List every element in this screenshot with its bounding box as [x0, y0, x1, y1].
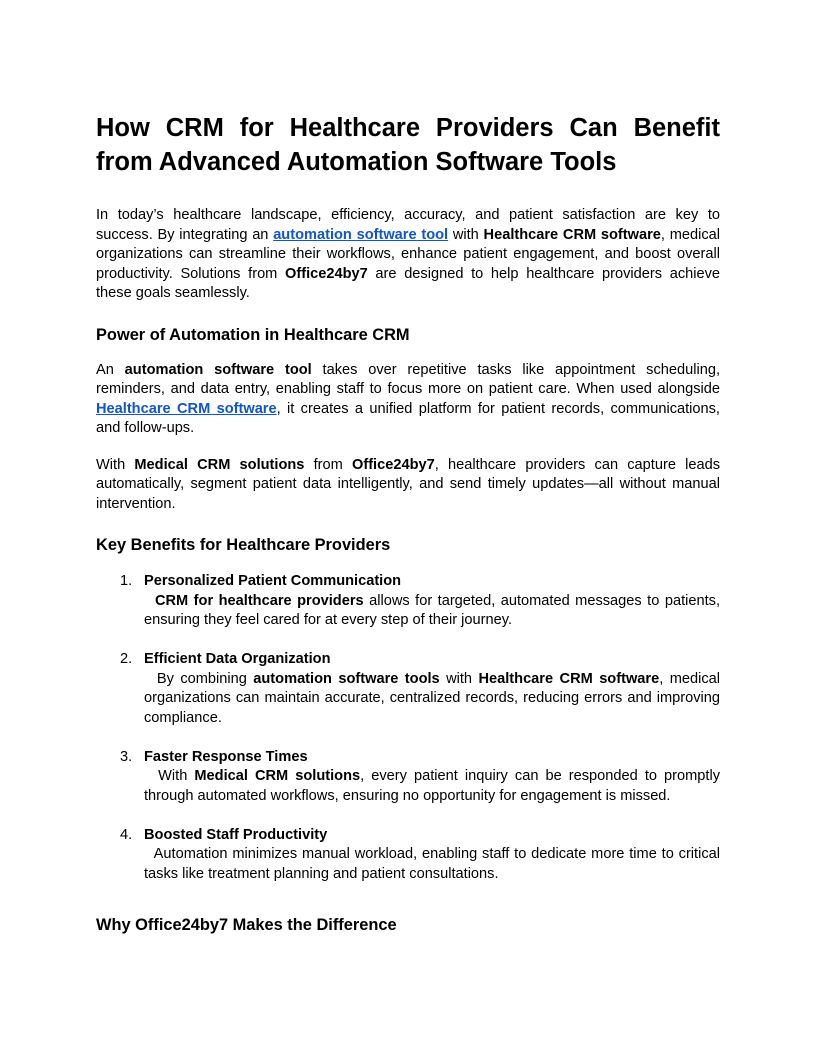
- heading-why-office24by7: Why Office24by7 Makes the Difference: [96, 916, 397, 934]
- list-item-title: Efficient Data Organization: [144, 651, 331, 667]
- page-title: How CRM for Healthcare Providers Can Benefit from Advanced Automation Software Tools: [96, 114, 720, 176]
- intro-paragraph: [96, 206, 720, 304]
- list-item: [96, 826, 725, 885]
- power-p2-text-2: from: [304, 456, 352, 473]
- list-item-body: With Medical CRM solutions, every patient inquiry can be responded to promptly through automated workflows, ensuring no opportunity for engagement is missed.: [144, 768, 721, 804]
- list-item-number: 1.: [120, 573, 133, 589]
- power-p1-bold-1: automation software tool: [124, 361, 312, 378]
- list-item-title: Boosted Staff Productivity: [144, 826, 328, 843]
- list-item: [96, 650, 720, 728]
- benefits-list: [96, 572, 725, 884]
- power-p2-bold-2: Office24by7: [351, 456, 435, 473]
- list-item: [96, 748, 720, 807]
- list-item-title: Personalized Patient Communication: [144, 573, 402, 589]
- power-paragraph-2: [96, 456, 720, 515]
- heading-key-benefits: Key Benefits for Healthcare Providers: [96, 536, 391, 554]
- intro-text-2: with: [448, 226, 484, 243]
- intro-text-1: In today’s healthcare landscape, efficiency, accuracy, and patient satisfaction are key to success. By integrating an: [96, 207, 720, 243]
- power-p2-bold-1: Medical CRM solutions: [134, 456, 305, 473]
- list-item-body: By combining automation software tools with Healthcare CRM software, medical organizations can maintain accurate, centralized records, reducing errors and improving compliance.: [144, 670, 720, 726]
- power-paragraph-1: [96, 361, 720, 439]
- intro-bold-office24by7: Office24by7: [285, 265, 368, 282]
- healthcare-crm-software-link[interactable]: Healthcare CRM software: [96, 400, 277, 417]
- heading-power-of-automation: Power of Automation in Healthcare CRM: [96, 325, 410, 344]
- list-item-number: 2.: [120, 651, 133, 667]
- power-p1-text-1: An: [96, 361, 125, 378]
- list-item-title: Faster Response Times: [144, 748, 308, 765]
- intro-bold-healthcare-crm: Healthcare CRM software: [483, 226, 661, 243]
- list-item-body: Automation minimizes manual workload, enabling staff to dedicate more time to critical tasks like treatment planning and patient consultations.: [144, 846, 725, 882]
- automation-software-tool-link[interactable]: automation software tool: [273, 226, 449, 243]
- intro-text-4: are designed to help healthcare providers achieve these goals seamlessly.: [96, 265, 721, 301]
- power-p1-text-2: takes over repetitive tasks like appointment scheduling, reminders, and data entry, enabling staff to focus more on patient care. When used alongside: [96, 361, 721, 397]
- list-item-number: 3.: [120, 748, 133, 765]
- list-item: [96, 572, 720, 631]
- list-item-body: CRM for healthcare providers allows for targeted, automated messages to patients, ensuring they feel cared for at every step of their journey.: [144, 592, 721, 628]
- intro-text-3: , medical organizations can streamline their workflows, enhance patient engagement, and boost overall productivity. Solutions from: [96, 226, 721, 282]
- list-item-number: 4.: [120, 826, 133, 843]
- power-p2-text-3: , healthcare providers can capture leads automatically, segment patient data intelligently, and send timely updates—all without manual intervention.: [96, 456, 721, 512]
- power-p2-text-1: With: [96, 456, 135, 473]
- power-p1-text-3: , it creates a unified platform for patient records, communications, and follow-ups.: [96, 400, 720, 436]
